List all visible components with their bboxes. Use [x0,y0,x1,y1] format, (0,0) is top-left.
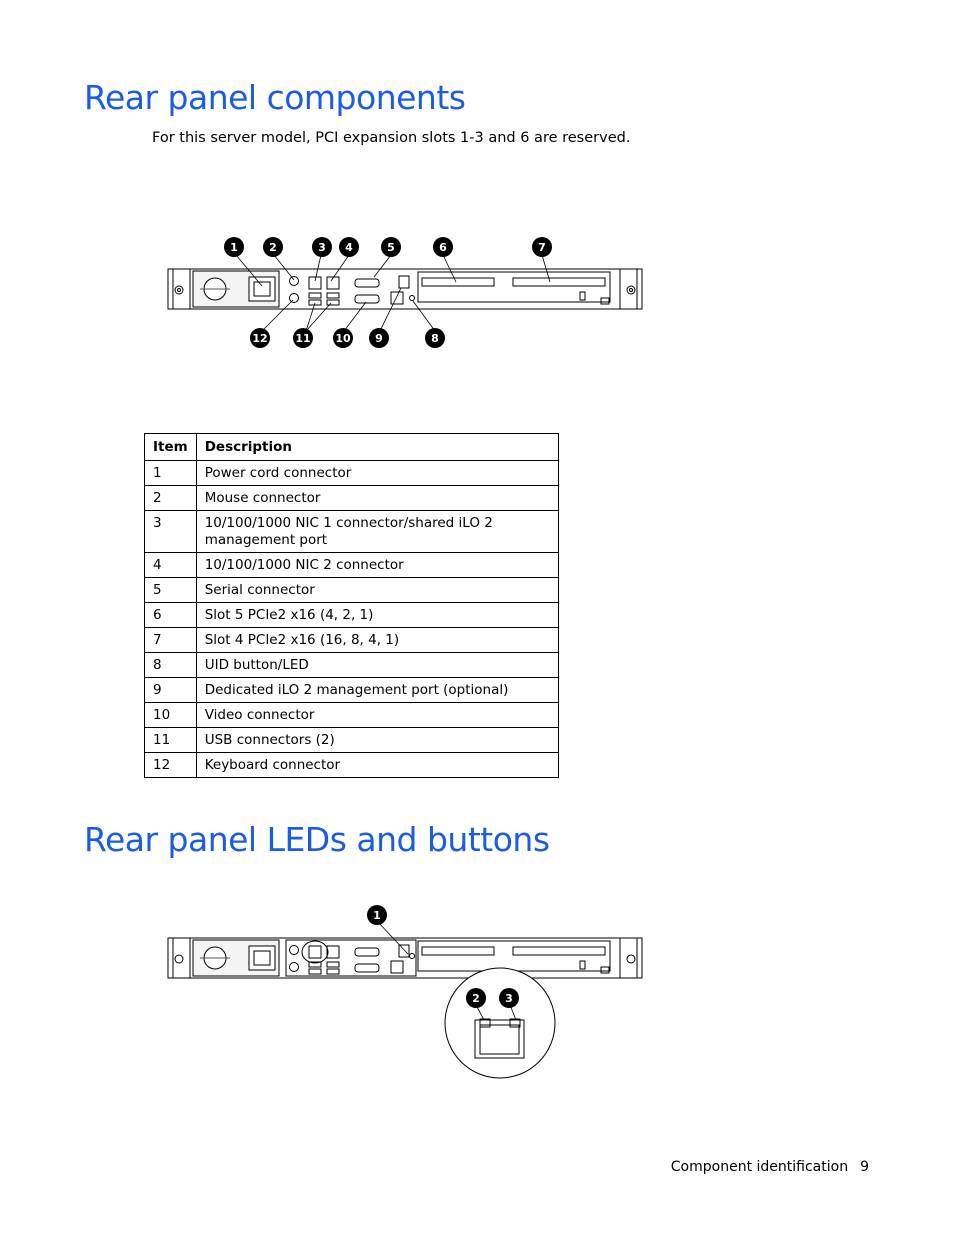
callout-marker [293,328,313,348]
item-description: 10/100/1000 NIC 1 connector/shared iLO 2 management port [196,511,558,553]
item-number: 11 [145,728,197,753]
intro-text: For this server model, PCI expansion slots 1-3 and 6 are reserved. [152,130,631,146]
callout-marker [433,237,453,257]
table-row [145,628,559,653]
item-number: 2 [145,486,197,511]
table-row [145,603,559,628]
svg-text:2: 2 [472,992,480,1005]
table-row [145,461,559,486]
svg-text:12: 12 [252,332,268,345]
svg-text:2: 2 [269,241,277,254]
svg-text:11: 11 [295,332,311,345]
table-row [145,553,559,578]
components-table [144,433,559,778]
item-description: Slot 4 PCIe2 x16 (16, 8, 4, 1) [196,628,558,653]
section-title-rear-panel-components: Rear panel components [84,78,466,117]
callout-marker [333,328,353,348]
callout-marker [339,237,359,257]
page-number: 9 [860,1159,869,1175]
item-number: 3 [145,511,197,553]
table-row [145,511,559,553]
item-number: 4 [145,553,197,578]
svg-text:1: 1 [373,909,381,922]
callout-marker [499,988,519,1008]
item-description: Serial connector [196,578,558,603]
table-row [145,703,559,728]
table-row [145,486,559,511]
item-number: 8 [145,653,197,678]
item-description: USB connectors (2) [196,728,558,753]
rear-panel-leds-diagram [150,898,650,1084]
svg-text:4: 4 [345,241,353,254]
rear-panel-diagram [150,228,650,354]
callout-marker [532,237,552,257]
table-row [145,653,559,678]
item-description: Video connector [196,703,558,728]
svg-text:3: 3 [505,992,513,1005]
svg-text:6: 6 [439,241,447,254]
item-description: 10/100/1000 NIC 2 connector [196,553,558,578]
callout-marker [425,328,445,348]
item-description: Dedicated iLO 2 management port (optional) [196,678,558,703]
item-description: UID button/LED [196,653,558,678]
callout-marker [466,988,486,1008]
item-number: 7 [145,628,197,653]
item-description: Slot 5 PCIe2 x16 (4, 2, 1) [196,603,558,628]
column-header-description: Description [196,434,558,461]
table-row [145,578,559,603]
svg-text:8: 8 [431,332,439,345]
item-number: 6 [145,603,197,628]
svg-text:9: 9 [375,332,383,345]
table-row [145,678,559,703]
svg-text:1: 1 [230,241,238,254]
svg-text:3: 3 [318,241,326,254]
svg-text:7: 7 [538,241,546,254]
callout-marker [250,328,270,348]
svg-text:5: 5 [387,241,395,254]
item-number: 12 [145,753,197,778]
callout-marker [381,237,401,257]
item-number: 10 [145,703,197,728]
item-description: Mouse connector [196,486,558,511]
item-description: Power cord connector [196,461,558,486]
item-description: Keyboard connector [196,753,558,778]
table-row [145,728,559,753]
callout-marker [369,328,389,348]
table-row [145,753,559,778]
callout-marker [224,237,244,257]
table-header-row [145,434,559,461]
section-title-rear-panel-leds: Rear panel LEDs and buttons [84,820,550,859]
item-number: 9 [145,678,197,703]
column-header-item: Item [145,434,197,461]
item-number: 1 [145,461,197,486]
callout-marker [263,237,283,257]
page-footer [671,1159,869,1175]
callout-marker [312,237,332,257]
svg-text:10: 10 [335,332,351,345]
item-number: 5 [145,578,197,603]
footer-section-name: Component identification [670,1159,849,1175]
callout-marker [367,905,387,925]
